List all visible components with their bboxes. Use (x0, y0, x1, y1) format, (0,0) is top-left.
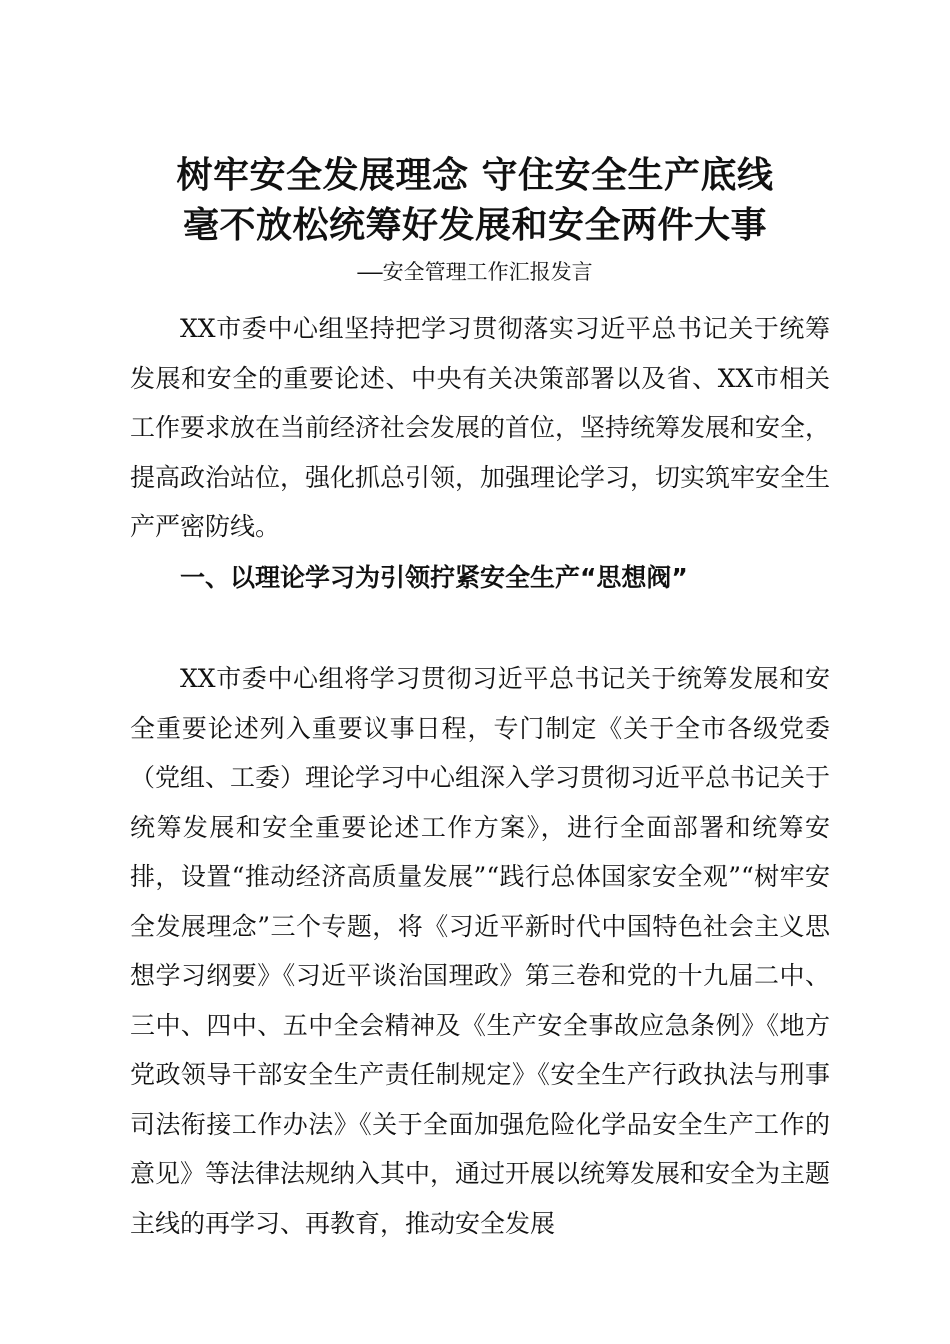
section-heading-1: 一、以理论学习为引领拧紧安全生产“思想阀” (180, 563, 688, 592)
document-title (0, 150, 950, 250)
paragraph-2: XX市委中心组将学习贯彻习近平总书记关于统筹发展和安全重要论述列入重要议事日程，专门制定《关于全市各级党委（党组、工委）理论学习中心组深入学习贯彻习近平总书记关于统筹发展和安全重要论述工作方案》，进行全面部署和统筹安排，设置“推动经济高质量发展”“践行总体国家安全观”“树牢安全发展理念”三个专题，将《习近平新时代中国特色社会主义思想学习纲要》《习近平谈治国理政》第三卷和党的十九届二中、三中、四中、五中全会精神及《生产安全事故应急条例》《地方党政领导干部安全生产责任制规定》《安全生产行政执法与刑事司法衔接工作办法》《关于全面加强危险化学品安全生产工作的意见》等法律法规纳入其中，通过开展以统筹发展和安全为主题主线的再学习、再教育，推动安全发展 (130, 664, 831, 1238)
title-line-1: 树牢安全发展理念 守住安全生产底线 (176, 154, 774, 196)
paragraph-1: XX市委中心组坚持把学习贯彻落实习近平总书记关于统筹发展和安全的重要论述、中央有关决策部署以及省、XX市相关工作要求放在当前经济社会发展的首位，坚持统筹发展和安全，提高政治站位，强化抓总引领，加强理论学习，切实筑牢安全生产严密防线。 (130, 314, 831, 541)
title-line-2: 毫不放松统筹好发展和安全两件大事 (182, 204, 767, 246)
document-subtitle: ——安全管理工作汇报发言 (357, 260, 593, 284)
